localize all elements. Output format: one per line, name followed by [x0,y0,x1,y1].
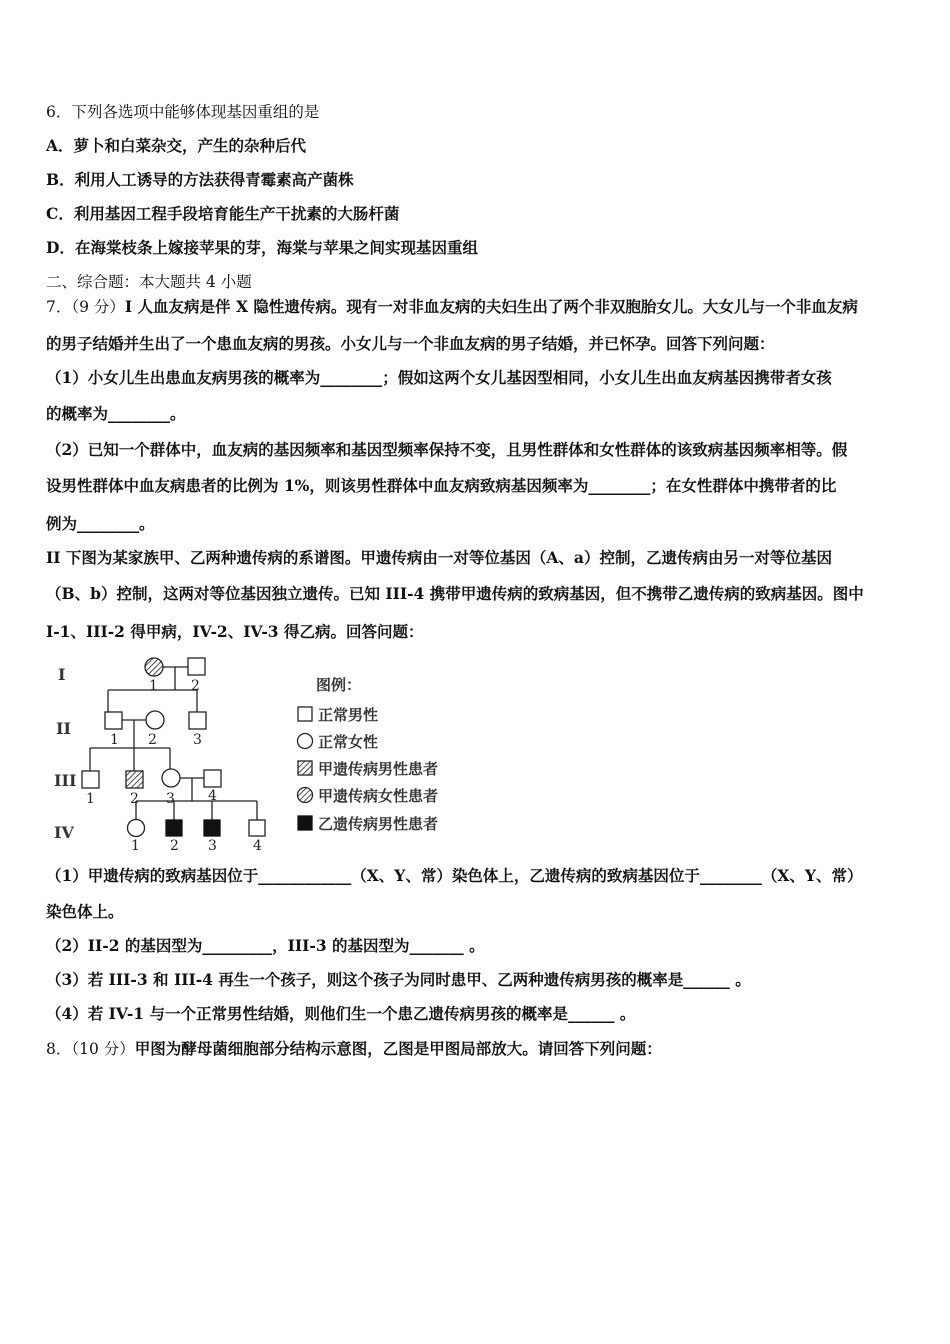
legend-jia-male: 甲遗传病男性患者 [318,760,439,778]
legend-jia-female-symbol [298,788,313,803]
q6-option-c: C．利用基因工程手段培育能生产干扰素的大肠杆菌 [46,204,400,223]
q7-line-2: 的男子结婚并生出了一个患血友病的男孩。小女儿与一个非血友病的男子结婚，并已怀孕。回答下列问题： [46,334,775,353]
q7-intro: I 人血友病是伴 X 隐性遗传病。现有一对非血友病的夫妇生出了两个非双胞胎女儿。大女儿与一个非血友病 [124,297,858,316]
legend-normal-male: 正常男性 [318,706,379,724]
q7-sub-1: （1）甲遗传病的致病基因位于____________（X、Y、常）染色体上，乙遗传病的致病基因位于________（X、Y、常） [46,866,863,885]
pedigree-III-1 [82,771,99,788]
legend-title: 图例： [316,676,362,694]
legend-yi-male: 乙遗传病男性患者 [318,815,439,833]
q7-line-5: （2）已知一个群体中，血友病的基因频率和基因型频率保持不变，且男性群体和女性群体的该致病基因频率相等。假 [46,440,848,459]
num-IV-2: 2 [170,838,179,854]
pedigree-II-3 [189,712,206,729]
pedigree-III-4 [204,770,221,787]
num-III-4: 4 [208,788,217,804]
q7-sub-3: （3）若 III-3 和 III-4 再生一个孩子，则这个孩子为同时患甲、乙两种遗传病男孩的概率是______ 。 [46,970,751,989]
num-IV-3: 3 [208,838,217,854]
q7-line-3: （1）小女儿生出患血友病男孩的概率为________；假如这两个女儿基因型相同，小女儿生出血友病基因携带者女孩 [46,368,832,387]
q8-text: 甲图为酵母菌细胞部分结构示意图，乙图是甲图局部放大。请回答下列问题： [134,1039,662,1058]
num-I-1: 1 [149,678,158,694]
pedigree-IV-1 [128,820,145,837]
legend-normal-female-symbol [298,734,313,749]
num-III-3: 3 [166,791,175,807]
q6-option-b: B．利用人工诱导的方法获得青霉素高产菌株 [46,170,354,189]
q6-option-d: D．在海棠枝条上嫁接苹果的芽，海棠与苹果之间实现基因重组 [46,238,478,257]
legend-normal-male-symbol [298,707,312,721]
legend-jia-male-symbol [298,761,312,775]
q7-line-9: （B、b）控制，这两对等位基因独立遗传。已知 III-4 携带甲遗传病的致病基因，但不携带乙遗传病的致病基因。图中 [46,584,864,603]
q7-sub-2: （2）II-2 的基因型为_________，III-3 的基因型为_______ 。 [46,936,485,955]
q6-stem: 6．下列各选项中能够体现基因重组的是 [46,103,320,121]
section2-heading: 二、综合题：本大题共 4 小题 [46,273,252,291]
pedigree-II-2 [146,711,164,729]
q7-sub-4: （4）若 IV-1 与一个正常男性结婚，则他们生一个患乙遗传病男孩的概率是______ 。 [46,1004,636,1023]
pedigree-IV-4 [249,820,265,836]
pedigree-I-1 [145,658,163,676]
gen-label-II: II [56,719,71,738]
num-II-1: 1 [110,732,119,748]
q7-line-1 [46,297,858,317]
q7-line-8: II 下图为某家族甲、乙两种遗传病的系谱图。甲遗传病由一对等位基因（A、a）控制，乙遗传病由另一对等位基因 [46,548,832,567]
legend-jia-female: 甲遗传病女性患者 [318,787,439,805]
num-III-1: 1 [86,791,95,807]
num-I-2: 2 [191,678,200,694]
q7-line-10: I-1、III-2 得甲病，IV-2、IV-3 得乙病。回答问题： [46,622,424,641]
q7-line-4: 的概率为________。 [46,404,186,423]
num-II-3: 3 [193,732,202,748]
pedigree-IV-2 [166,820,182,836]
gen-label-III: III [54,771,77,790]
pedigree-II-1 [105,712,122,729]
q6-option-a: A．萝卜和白菜杂交，产生的杂种后代 [46,136,307,155]
num-IV-1: 1 [131,838,140,854]
q7-line-6: 设男性群体中血友病患者的比例为 1%，则该男性群体中血友病致病基因频率为________；在女性群体中携带者的比 [46,476,837,495]
gen-label-IV: IV [54,823,74,842]
pedigree-III-2 [126,771,143,788]
q7-number: 7．（9 分） [46,298,125,316]
gen-label-I: I [58,665,66,684]
pedigree-IV-3 [204,820,220,836]
q7-sub-1-cont: 染色体上。 [46,902,124,921]
q8-line [46,1039,662,1059]
num-II-2: 2 [148,732,157,748]
pedigree-diagram [44,648,474,858]
legend-yi-male-symbol [298,816,312,830]
num-III-2: 2 [130,791,139,807]
legend-normal-female: 正常女性 [318,733,379,751]
num-IV-4: 4 [253,838,262,854]
pedigree-III-3 [162,769,180,787]
q8-number: 8．（10 分） [46,1040,135,1058]
q7-line-7: 例为________。 [46,514,155,533]
pedigree-I-2 [188,658,205,675]
